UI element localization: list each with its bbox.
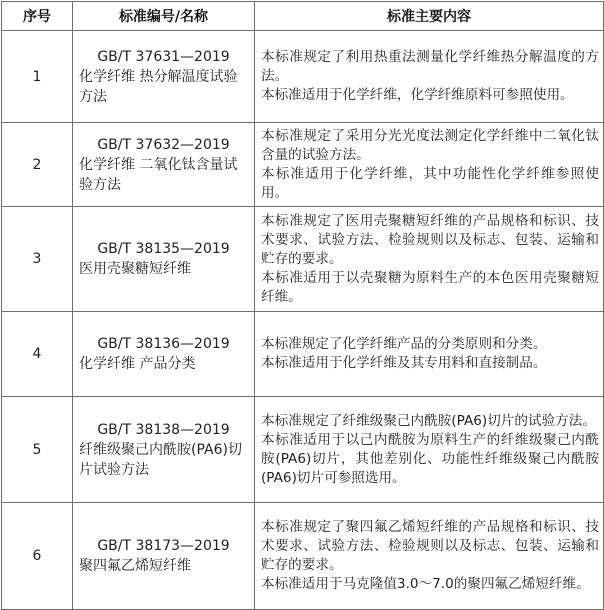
row-number: 6 xyxy=(2,503,73,610)
table-row xyxy=(2,312,604,397)
content-paragraph: 本标准适用于以己内酰胺为原料生产的纤维级聚己内酰胺(PA6)切片，其他差别化、功能性纤维级聚己内酰胺(PA6)切片可参照选用。 xyxy=(261,431,599,486)
standard-code: GB/T 38138—2019 xyxy=(97,421,230,438)
content-paragraph: 本标准适用于化学纤维，化学纤维原料可参照使用。 xyxy=(261,87,574,103)
standards-table xyxy=(1,1,604,610)
content-paragraph: 本标准规定了采用分光光度法测定化学纤维中二氧化钛含量的试验方法。 xyxy=(261,127,599,163)
content-cell xyxy=(255,503,604,610)
standard-code: GB/T 38173—2019 xyxy=(97,538,230,554)
table-row xyxy=(2,397,604,503)
standard-cell xyxy=(73,207,255,312)
content-paragraph: 本标准适用于马克隆值3.0～7.0的聚四氟乙烯短纤维。 xyxy=(261,576,590,592)
standard-cell xyxy=(73,31,255,123)
content-paragraph: 本标准规定了纤维级聚己内酰胺(PA6)切片的试验方法。 xyxy=(261,412,596,429)
content-paragraph: 本标准适用于化学纤维，其中功能性化学纤维参照使用。 xyxy=(261,165,599,201)
table-row xyxy=(2,123,604,207)
row-number: 4 xyxy=(2,312,73,397)
row-number: 3 xyxy=(2,207,73,312)
table-row xyxy=(2,207,604,312)
content-cell xyxy=(255,31,604,123)
content-cell xyxy=(255,397,604,503)
content-cell xyxy=(255,312,604,397)
standard-name: 化学纤维 产品分类 xyxy=(79,356,196,372)
table-header-row xyxy=(2,2,604,31)
standard-cell xyxy=(73,312,255,397)
standard-code: GB/T 38135—2019 xyxy=(97,241,230,257)
standard-cell xyxy=(73,397,255,503)
table-row xyxy=(2,503,604,610)
content-paragraph: 本标准规定了医用壳聚糖短纤维的产品规格和标识、技术要求、试验方法、检验规则以及标志、包装、运输和贮存的要求。 xyxy=(261,212,599,267)
standard-name: 化学纤维 二氧化钛含量试验方法 xyxy=(79,156,238,193)
standard-code: GB/T 37632—2019 xyxy=(97,136,230,153)
standard-code: GB/T 37631—2019 xyxy=(97,48,230,65)
standard-cell xyxy=(73,503,255,610)
header-number: 序号 xyxy=(2,2,73,31)
content-paragraph: 本标准规定了聚四氟乙烯短纤维的产品规格和标识、技术要求、试验方法、检验规则以及标志、包装、运输和贮存的要求。 xyxy=(261,519,599,573)
content-paragraph: 本标准规定了利用热重法测量化学纤维热分解温度的方法。 xyxy=(261,49,599,84)
header-standard-name: 标准编号/名称 xyxy=(73,2,255,31)
content-paragraph: 本标准适用于以壳聚糖为原料生产的本色医用壳聚糖短纤维。 xyxy=(261,269,599,305)
standard-name: 化学纤维 热分解温度试验方法 xyxy=(79,68,238,105)
content-cell xyxy=(255,123,604,207)
standard-cell xyxy=(73,123,255,207)
table-row xyxy=(2,31,604,123)
standard-name: 医用壳聚糖短纤维 xyxy=(79,261,191,277)
content-cell xyxy=(255,207,604,312)
row-number: 5 xyxy=(2,397,73,503)
standard-code: GB/T 38136—2019 xyxy=(97,336,230,352)
header-main-content: 标准主要内容 xyxy=(255,2,604,31)
row-number: 2 xyxy=(2,123,73,207)
standard-name: 纤维级聚己内酰胺(PA6)切片试验方法 xyxy=(79,441,242,478)
standard-name: 聚四氟乙烯短纤维 xyxy=(79,558,191,574)
content-paragraph: 本标准规定了化学纤维产品的分类原则和分类。 xyxy=(261,336,547,352)
content-paragraph: 本标准适用于化学纤维及其专用料和直接制品。 xyxy=(261,355,547,371)
row-number: 1 xyxy=(2,31,73,123)
